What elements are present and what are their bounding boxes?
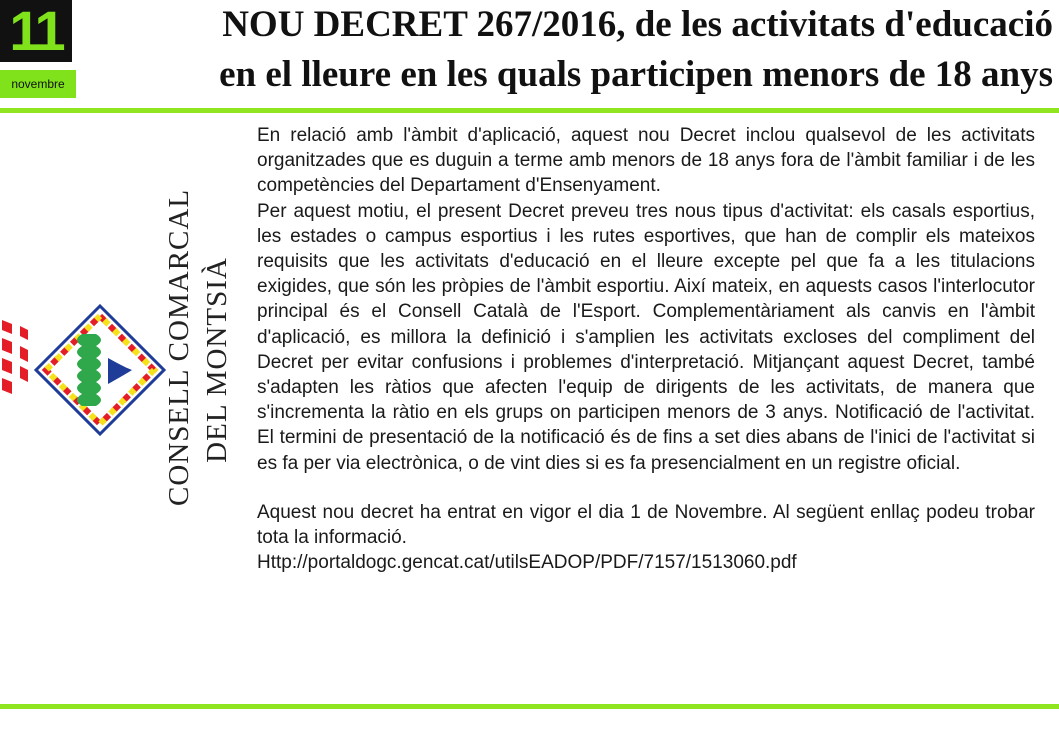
flag-stripes-icon <box>2 320 28 394</box>
title-line-2: en el lleure en les quals participen menors de 18 anys <box>219 54 1053 95</box>
organization-line-1: CONSELL COMARCAL <box>163 188 195 506</box>
top-divider <box>0 108 1059 113</box>
date-month: novembre <box>11 77 65 91</box>
council-logo <box>0 300 170 440</box>
organization-line-2: DEL MONTSIÀ <box>201 257 233 463</box>
paragraph-2: Per aquest motiu, el present Decret preveu tres nous tipus d'activitat: els casals esportius, les estades o campus esportius i les rutes esportives, que han de complir els mateixos requisits que les activitats d'educació en el lleure excepte pel que fa a les titulacions exigides, que són les pròpies de l'àmbit esportiu. Així mateix, en aquests casos l'interlocutor principal és el Consell Català de l'Esport. Complementàriament als canvis en l'àmbit d'aplicació, es millora la definició i s'amplien les activitats excloses del compliment del Decret per evitar confusions i problemes d'interpretació. Mitjançant aquest Decret, també s'adapten les ràtios que afecten l'equip de dirigents de les activitats, de manera que s'incrementa la ràtio en els grups on participen menors de 3 anys. Notificació de l'activitat. El termini de presentació de la notificació és de fins a set dies abans de l'inici de l'activitat si es fa per via electrònica, o de vint dies si es fa presencialment en un registre oficial. <box>257 200 1035 474</box>
date-day: 11 <box>9 0 63 62</box>
article-body <box>257 123 1035 575</box>
bottom-divider <box>0 704 1059 709</box>
organization-name <box>160 188 244 506</box>
paragraph-3: Aquest nou decret ha entrat en vigor el dia 1 de Novembre. Al següent enllaç podeu trobar tota la informació. <box>257 501 1035 549</box>
title-line-1: NOU DECRET 267/2016, de les activitats d'educació <box>222 4 1053 45</box>
paragraph-gap <box>257 476 1035 500</box>
diamond-emblem-icon <box>36 306 164 434</box>
paragraph-1: En relació amb l'àmbit d'aplicació, aquest nou Decret inclou qualsevol de les activitats organitzades que es duguin a terme amb menors de 18 anys fora de l'àmbit familiar i de les competències del Departament d'Ensenyament. <box>257 125 1035 197</box>
decree-link[interactable]: Http://portaldogc.gencat.cat/utilsEADOP/PDF/7157/1513060.pdf <box>257 552 797 574</box>
page-title <box>93 0 1053 100</box>
